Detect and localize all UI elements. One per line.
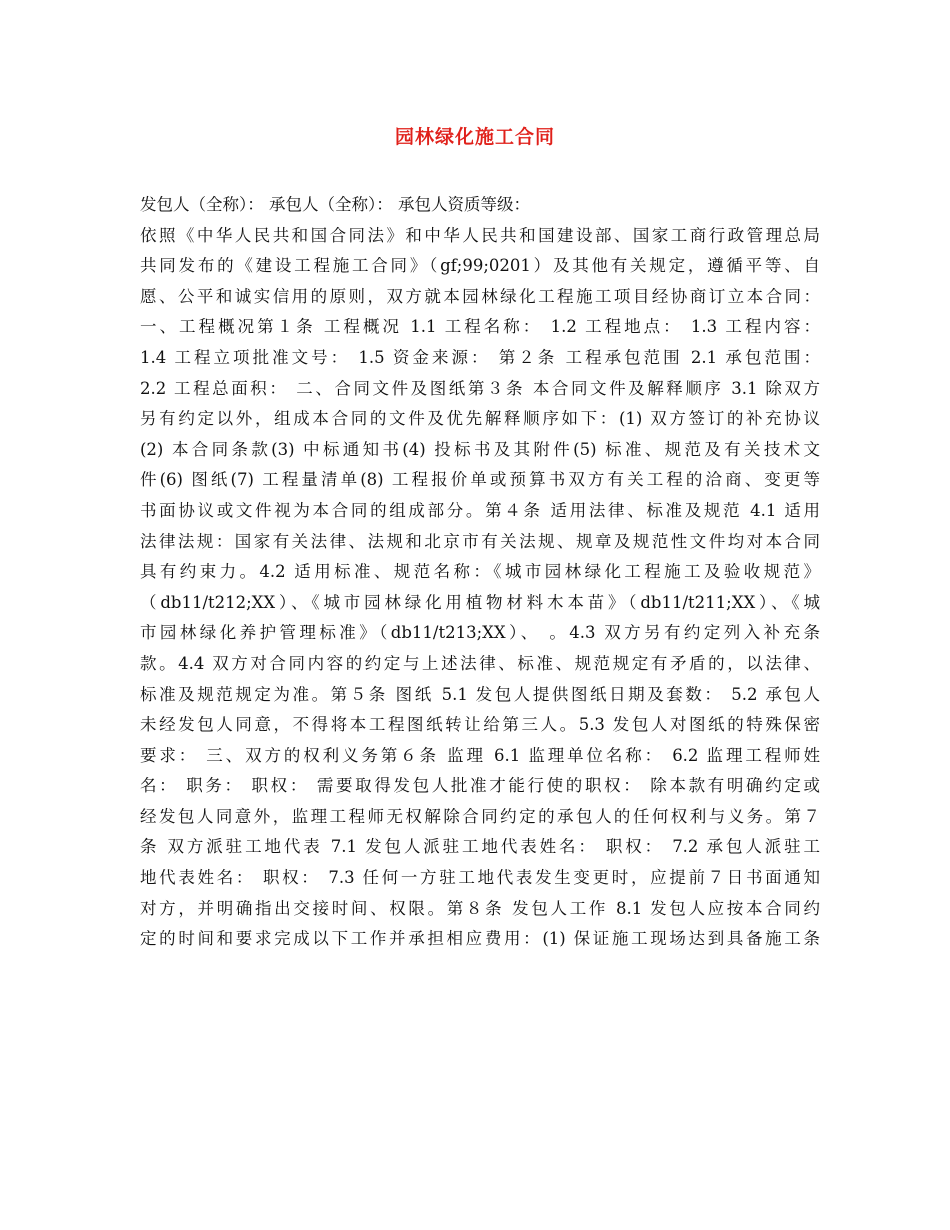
text-line: 未经发包人同意，不得将本工程图纸转让给第三人。5.3 发包人对图纸的特殊保密: [140, 715, 820, 735]
text-line: 共同发布的《建设工程施工合同》（gf;99;0201）及其他有关规定，遵循平等、自: [140, 256, 820, 276]
text-line: 1.4 工程立项批准文号： 1.5 资金来源： 第２条 工程承包范围 2.1 承包范围：: [140, 347, 820, 367]
text-line: 件(6) 图纸(7) 工程量清单(8) 工程报价单或预算书双方有关工程的洽商、变更等: [140, 470, 820, 490]
text-line: 地代表姓名： 职权： 7.3 任何一方驻工地代表发生变更时，应提前７日书面通知: [140, 868, 820, 888]
text-line: 标准及规范规定为准。第５条 图纸 5.1 发包人提供图纸日期及套数： 5.2 承包人: [140, 684, 820, 704]
text-line: 一、工程概况第１条 工程概况 1.1 工程名称： 1.2 工程地点： 1.3 工程内容：: [140, 317, 820, 337]
text-line: 条 双方派驻工地代表 7.1 发包人派驻工地代表姓名： 职权： 7.2 承包人派驻工: [140, 837, 820, 857]
text-line: 书面协议或文件视为本合同的组成部分。第４条 适用法律、标准及规范 4.1 适用: [140, 500, 820, 520]
text-line: 愿、公平和诚实信用的原则，双方就本园林绿化工程施工项目经协商订立本合同：: [140, 286, 820, 306]
text-line: 对方，并明确指出交接时间、权限。第８条 发包人工作 8.1 发包人应按本合同约: [140, 898, 820, 918]
text-line: 具有约束力。4.2 适用标准、规范名称：《城市园林绿化工程施工及验收规范》: [140, 562, 820, 582]
text-line: 2.2 工程总面积： 二、合同文件及图纸第３条 本合同文件及解释顺序 3.1 除双方: [140, 378, 820, 398]
text-line: (2) 本合同条款(3) 中标通知书(4) 投标书及其附件(5) 标准、规范及有关技术文: [140, 439, 820, 459]
contract-body: [140, 190, 820, 955]
text-line: 另有约定以外，组成本合同的文件及优先解释顺序如下：(1) 双方签订的补充协议: [140, 409, 820, 429]
text-line: 市园林绿化养护管理标准》（db11/t213;XX）、 。4.3 双方另有约定列入补充条: [140, 623, 820, 643]
text-line: 依照《中华人民共和国合同法》和中华人民共和国建设部、国家工商行政管理总局: [140, 225, 820, 245]
text-line: 发包人（全称）： 承包人（全称）： 承包人资质等级：: [140, 195, 530, 214]
text-line: 要求： 三、双方的权利义务第６条 监理 6.1 监理单位名称： 6.2 监理工程师姓: [140, 745, 820, 765]
document-title: 园林绿化施工合同: [394, 126, 555, 148]
text-line: （db11/t212;XX）、《城市园林绿化用植物材料木本苗》（db11/t211;XX）、《城: [140, 592, 820, 612]
text-line: 定的时间和要求完成以下工作并承担相应费用：(1) 保证施工现场达到具备施工条: [140, 929, 820, 949]
text-line: 经发包人同意外，监理工程师无权解除合同约定的承包人的任何权利与义务。第７: [140, 806, 820, 826]
text-line: 款。4.4 双方对合同内容的约定与上述法律、标准、规范规定有矛盾的，以法律、: [140, 653, 820, 673]
text-line: 名： 职务： 职权： 需要取得发包人批准才能行使的职权： 除本款有明确约定或: [140, 776, 820, 796]
text-line: 法律法规：国家有关法律、法规和北京市有关法规、规章及规范性文件均对本合同: [140, 531, 820, 551]
